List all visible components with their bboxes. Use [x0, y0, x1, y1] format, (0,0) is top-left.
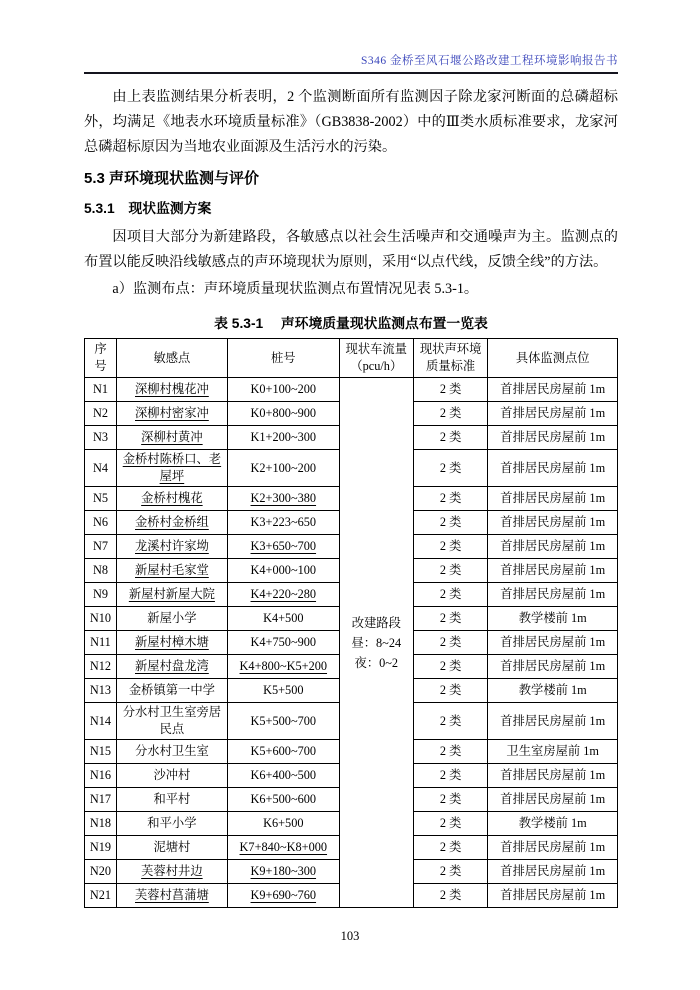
stake-number-text: K5+600~700: [250, 744, 317, 758]
stake-number: [227, 426, 339, 450]
stake-number-text: K9+180~300: [250, 864, 317, 878]
monitor-location-text: 首排居民房屋前 1m: [500, 515, 606, 529]
stake-number-text: K7+840~K8+000: [239, 840, 328, 854]
standard-class-text: 2 类: [439, 406, 462, 420]
monitor-location: [488, 740, 618, 764]
sensitive-point-text: 金桥村陈桥口、老屋坪: [122, 452, 222, 483]
sensitive-point-text: 金桥镇第一中学: [128, 683, 215, 697]
col-header-sensitive-point: 敏感点: [116, 339, 227, 378]
row-id: [85, 487, 117, 511]
sensitive-point: [116, 836, 227, 860]
standard-class-text: 2 类: [439, 744, 462, 758]
monitor-location-text: 首排居民房屋前 1m: [500, 768, 606, 782]
standard-class: [413, 836, 488, 860]
standard-class: [413, 559, 488, 583]
monitor-location-text: 首排居民房屋前 1m: [500, 406, 606, 420]
stake-number: [227, 535, 339, 559]
row-id-text: N15: [89, 744, 112, 758]
standard-class-text: 2 类: [439, 491, 462, 505]
stake-number-text: K1+200~300: [250, 430, 317, 444]
standard-class-text: 2 类: [439, 864, 462, 878]
sensitive-point-text: 和平村: [153, 792, 191, 806]
stake-number-text: K4+220~280: [250, 587, 317, 601]
row-id: [85, 378, 117, 402]
standard-class-text: 2 类: [439, 713, 462, 728]
monitor-location: [488, 812, 618, 836]
row-id-text: N1: [92, 382, 108, 396]
sensitive-point: [116, 607, 227, 631]
row-id: [85, 607, 117, 631]
monitor-location: [488, 655, 618, 679]
paragraph-water-quality: 由上表监测结果分析表明，2 个监测断面所有监测因子除龙家河断面的总磷超标外，均满足《地表水环境质量标准》（GB3838-2002）中的Ⅲ类水质标准要求，龙家河总磷超标原因为当地农业面源及生活污水的污染。: [84, 89, 618, 155]
standard-class: [413, 679, 488, 703]
monitor-location-text: 教学楼前 1m: [518, 683, 587, 697]
monitor-location: [488, 402, 618, 426]
monitor-location-text: 首排居民房屋前 1m: [500, 888, 606, 902]
monitor-location: [488, 511, 618, 535]
monitor-location: [488, 378, 618, 402]
standard-class: [413, 703, 488, 740]
monitor-location-text: 首排居民房屋前 1m: [500, 539, 606, 553]
stake-number: [227, 607, 339, 631]
stake-number-text: K3+223~650: [250, 515, 317, 529]
monitor-location-text: 首排居民房屋前 1m: [500, 840, 606, 854]
col-header-stake: 桩号: [227, 339, 339, 378]
monitor-location: [488, 860, 618, 884]
row-id-text: N2: [92, 406, 108, 420]
standard-class-text: 2 类: [439, 768, 462, 782]
stake-number: [227, 511, 339, 535]
stake-number: [227, 559, 339, 583]
row-id-text: N11: [90, 635, 111, 649]
monitor-location: [488, 631, 618, 655]
standard-class-text: 2 类: [439, 888, 462, 902]
sensitive-point: [116, 426, 227, 450]
monitoring-table-body: [85, 378, 618, 908]
row-id-text: N6: [92, 515, 108, 529]
sensitive-point: [116, 884, 227, 908]
monitor-location-text: 首排居民房屋前 1m: [500, 635, 606, 649]
monitor-location-text: 首排居民房屋前 1m: [500, 430, 606, 444]
sensitive-point: [116, 511, 227, 535]
stake-number-text: K4+000~100: [250, 563, 317, 577]
standard-class: [413, 511, 488, 535]
monitor-location-text: 教学楼前 1m: [518, 611, 587, 625]
sensitive-point: [116, 378, 227, 402]
standard-class-text: 2 类: [439, 460, 462, 475]
monitor-location: [488, 836, 618, 860]
row-id: [85, 655, 117, 679]
standard-class: [413, 860, 488, 884]
sensitive-point-text: 金桥村金桥组: [135, 515, 209, 529]
stake-number-text: K9+690~760: [250, 888, 317, 902]
subsection-heading-5-3-1: 5.3.1 现状监测方案: [84, 201, 212, 216]
monitor-location-text: 首排居民房屋前 1m: [500, 460, 606, 475]
row-id: [85, 788, 117, 812]
row-id: [85, 884, 117, 908]
monitor-location: [488, 559, 618, 583]
stake-number: [227, 836, 339, 860]
stake-number: [227, 860, 339, 884]
row-id: [85, 511, 117, 535]
stake-number: [227, 631, 339, 655]
row-id-text: N18: [89, 816, 112, 830]
monitor-location-text: 首排居民房屋前 1m: [500, 491, 606, 505]
standard-class: [413, 655, 488, 679]
sensitive-point-text: 新屋小学: [147, 611, 197, 625]
standard-class: [413, 450, 488, 487]
row-id-text: N16: [89, 768, 112, 782]
row-id-text: N4: [92, 460, 108, 475]
row-id: [85, 559, 117, 583]
stake-number-text: K0+800~900: [250, 406, 317, 420]
stake-number: [227, 764, 339, 788]
sensitive-point-text: 沙冲村: [153, 768, 191, 782]
col-header-traffic-line2: （pcu/h）: [350, 359, 403, 373]
standard-class: [413, 812, 488, 836]
standard-class-text: 2 类: [439, 515, 462, 529]
standard-class-text: 2 类: [439, 792, 462, 806]
sensitive-point: [116, 402, 227, 426]
row-id-text: N13: [89, 683, 112, 697]
paragraph-monitoring-plan: 因项目大部分为新建路段，各敏感点以社会生活噪声和交通噪声为主。监测点的布置以能反映沿线敏感点的声环境现状为原则，采用“以点代线，反馈全线”的方法。: [84, 229, 618, 270]
stake-number-text: K6+400~500: [250, 768, 317, 782]
col-header-traffic-line1: 现状车流量: [345, 342, 408, 356]
row-id: [85, 740, 117, 764]
row-id: [85, 679, 117, 703]
col-header-standard: [413, 339, 488, 378]
sensitive-point: [116, 740, 227, 764]
standard-class: [413, 487, 488, 511]
col-header-traffic: [339, 339, 413, 378]
standard-class-text: 2 类: [439, 635, 462, 649]
row-id: [85, 631, 117, 655]
sensitive-point-text: 深柳村黄冲: [141, 430, 203, 444]
monitor-location-text: 首排居民房屋前 1m: [500, 382, 606, 396]
monitor-location: [488, 679, 618, 703]
row-id-text: N12: [89, 659, 112, 673]
sensitive-point: [116, 450, 227, 487]
monitor-location-text: 首排居民房屋前 1m: [500, 792, 606, 806]
sensitive-point: [116, 860, 227, 884]
row-id: [85, 583, 117, 607]
standard-class-text: 2 类: [439, 840, 462, 854]
row-id-text: N10: [89, 611, 112, 625]
sensitive-point: [116, 631, 227, 655]
stake-number: [227, 884, 339, 908]
stake-number-text: K3+650~700: [250, 539, 317, 553]
sensitive-point: [116, 535, 227, 559]
stake-number: [227, 740, 339, 764]
monitor-location-text: 首排居民房屋前 1m: [500, 563, 606, 577]
col-header-seq-line2: 号: [94, 359, 107, 373]
col-header-seq: [85, 339, 117, 378]
standard-class: [413, 740, 488, 764]
sensitive-point-text: 金桥村槐花: [141, 491, 203, 505]
traffic-line-2: 夜：0~2: [354, 655, 399, 670]
noise-monitoring-table: [84, 338, 618, 908]
row-id: [85, 860, 117, 884]
row-id: [85, 450, 117, 487]
monitor-location: [488, 487, 618, 511]
monitor-location: [488, 535, 618, 559]
section-heading-5-3: 5.3 声环境现状监测与评价: [84, 170, 260, 187]
sensitive-point: [116, 788, 227, 812]
standard-class: [413, 884, 488, 908]
row-id: [85, 836, 117, 860]
stake-number-text: K4+750~900: [250, 635, 317, 649]
row-id-text: N14: [89, 713, 112, 728]
stake-number: [227, 583, 339, 607]
row-id-text: N17: [89, 792, 112, 806]
standard-class-text: 2 类: [439, 563, 462, 577]
page-number: 103: [340, 929, 360, 943]
monitor-location-text: 首排居民房屋前 1m: [500, 713, 606, 728]
monitor-location-text: 首排居民房屋前 1m: [500, 587, 606, 601]
sensitive-point: [116, 655, 227, 679]
stake-number: [227, 378, 339, 402]
standard-class: [413, 535, 488, 559]
stake-number-text: K5+500~700: [250, 713, 317, 728]
row-id-text: N8: [92, 563, 108, 577]
stake-number-text: K6+500: [263, 816, 304, 830]
stake-number-text: K4+500: [263, 611, 304, 625]
stake-number: [227, 812, 339, 836]
item-a-monitoring-points: a）监测布点：声环境质量现状监测点布置情况见表 5.3-1。: [112, 281, 479, 297]
sensitive-point: [116, 559, 227, 583]
monitor-location: [488, 583, 618, 607]
standard-class-text: 2 类: [439, 539, 462, 553]
monitor-location: [488, 788, 618, 812]
stake-number: [227, 487, 339, 511]
traffic-line-1: 昼：8~24: [351, 635, 402, 650]
row-id: [85, 812, 117, 836]
stake-number-text: K2+100~200: [250, 460, 317, 475]
standard-class: [413, 583, 488, 607]
sensitive-point-text: 芙蓉村井边: [141, 864, 203, 878]
sensitive-point-text: 龙溪村许家坳: [135, 539, 209, 553]
running-header: [84, 54, 618, 74]
sensitive-point-text: 深柳村密家冲: [135, 406, 209, 420]
table-5-3-1-title: 表 5.3-1 声环境质量现状监测点布置一览表: [214, 316, 488, 331]
row-id-text: N20: [89, 864, 112, 878]
sensitive-point: [116, 812, 227, 836]
sensitive-point-text: 和平小学: [147, 816, 197, 830]
standard-class: [413, 402, 488, 426]
standard-class: [413, 378, 488, 402]
row-id: [85, 402, 117, 426]
stake-number: [227, 679, 339, 703]
standard-class-text: 2 类: [439, 587, 462, 601]
col-header-location: 具体监测点位: [488, 339, 618, 378]
table-header-row: [85, 339, 618, 378]
col-header-standard-line2: 质量标准: [426, 359, 476, 373]
standard-class-text: 2 类: [439, 659, 462, 673]
sensitive-point-text: 新屋村盘龙湾: [135, 659, 209, 673]
monitor-location: [488, 426, 618, 450]
sensitive-point: [116, 487, 227, 511]
stake-number-text: K4+800~K5+200: [239, 659, 328, 673]
traffic-line-0: 改建路段: [351, 615, 401, 630]
row-id: [85, 703, 117, 740]
col-header-seq-line1: 序: [94, 342, 107, 356]
stake-number-text: K5+500: [263, 683, 304, 697]
sensitive-point-text: 新屋村毛家堂: [135, 563, 209, 577]
stake-number-text: K0+100~200: [250, 382, 317, 396]
row-id-text: N5: [92, 491, 108, 505]
row-id-text: N9: [92, 587, 108, 601]
monitor-location-text: 教学楼前 1m: [518, 816, 587, 830]
standard-class-text: 2 类: [439, 382, 462, 396]
row-id: [85, 426, 117, 450]
stake-number: [227, 402, 339, 426]
stake-number: [227, 703, 339, 740]
standard-class-text: 2 类: [439, 611, 462, 625]
sensitive-point: [116, 583, 227, 607]
standard-class: [413, 764, 488, 788]
monitor-location-text: 卫生室房屋前 1m: [506, 744, 599, 758]
sensitive-point-text: 分水村卫生室旁居民点: [122, 705, 222, 736]
monitor-location: [488, 884, 618, 908]
standard-class-text: 2 类: [439, 683, 462, 697]
stake-number: [227, 788, 339, 812]
sensitive-point-text: 新屋村新屋大院: [128, 587, 215, 601]
standard-class-text: 2 类: [439, 816, 462, 830]
sensitive-point-text: 新屋村樟木塘: [135, 635, 209, 649]
row-id: [85, 764, 117, 788]
sensitive-point: [116, 679, 227, 703]
sensitive-point: [116, 703, 227, 740]
monitor-location: [488, 450, 618, 487]
stake-number-text: K6+500~600: [250, 792, 317, 806]
row-id-text: N7: [92, 539, 108, 553]
table-row: [85, 378, 618, 402]
monitor-location-text: 首排居民房屋前 1m: [500, 864, 606, 878]
row-id-text: N3: [92, 430, 108, 444]
col-header-standard-line1: 现状声环境: [419, 342, 482, 356]
row-id-text: N21: [89, 888, 112, 902]
monitor-location: [488, 703, 618, 740]
monitor-location-text: 首排居民房屋前 1m: [500, 659, 606, 673]
standard-class-text: 2 类: [439, 430, 462, 444]
sensitive-point: [116, 764, 227, 788]
standard-class: [413, 788, 488, 812]
sensitive-point-text: 芙蓉村菖蒲塘: [135, 888, 209, 902]
monitor-location: [488, 607, 618, 631]
sensitive-point-text: 深柳村槐花冲: [135, 382, 209, 396]
sensitive-point-text: 分水村卫生室: [135, 744, 209, 758]
standard-class: [413, 631, 488, 655]
monitor-location: [488, 764, 618, 788]
stake-number: [227, 450, 339, 487]
sensitive-point-text: 泥塘村: [153, 840, 191, 854]
row-id: [85, 535, 117, 559]
stake-number-text: K2+300~380: [250, 491, 317, 505]
report-title: S346 金桥至风石堰公路改建工程环境影响报告书: [360, 55, 618, 67]
standard-class: [413, 426, 488, 450]
row-id-text: N19: [89, 840, 112, 854]
standard-class: [413, 607, 488, 631]
traffic-volume-merged-cell: [339, 378, 413, 908]
stake-number: [227, 655, 339, 679]
